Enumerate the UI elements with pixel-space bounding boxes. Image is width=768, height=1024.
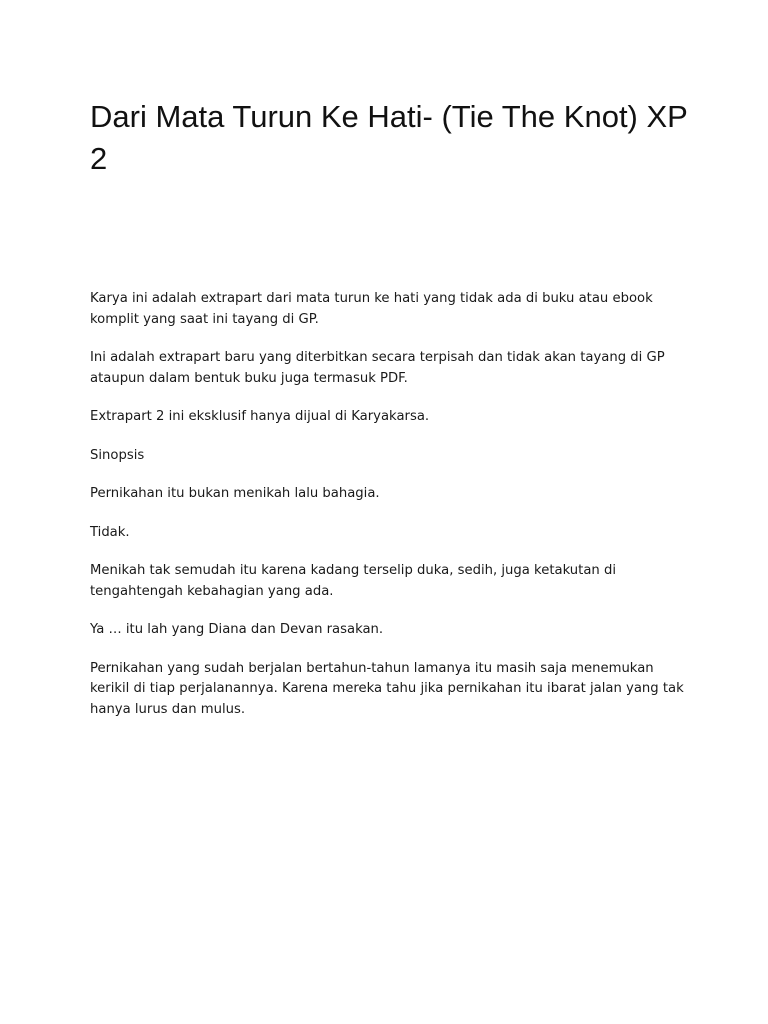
paragraph-intro: Karya ini adalah extrapart dari mata turun ke hati yang tidak ada di buku atau ebook komplit yang saat ini tayang di GP.: [90, 291, 653, 327]
paragraph-exclusive: Extrapart 2 ini eksklusif hanya dijual di Karyakarsa.: [90, 409, 430, 424]
paragraph-synopsis-heading: Sinopsis: [90, 447, 145, 463]
paragraph-synopsis-5: Pernikahan yang sudah berjalan bertahun-tahun lamanya itu masih saja menemukan kerikil di tiap perjalanannya. Karena mereka tahu jika pernikahan itu ibarat jalan yang tak hanya lurus dan mulus.: [90, 660, 684, 717]
document-title: Dari Mata Turun Ke Hati- (Tie The Knot) XP 2: [90, 99, 688, 176]
paragraph-synopsis-4: Ya … itu lah yang Diana dan Devan rasakan.: [90, 622, 384, 637]
paragraph-synopsis-2: Tidak.: [90, 524, 130, 540]
paragraph-extrapart-info: Ini adalah extrapart baru yang diterbitkan secara terpisah dan tidak akan tayang di GP ataupun dalam bentuk buku juga termasuk PDF.: [90, 350, 665, 386]
paragraph-synopsis-3: Menikah tak semudah itu karena kadang terselip duka, sedih, juga ketakutan di tengahtengah kebahagian yang ada.: [90, 563, 616, 599]
document-body: [90, 289, 690, 738]
paragraph-synopsis-1: Pernikahan itu bukan menikah lalu bahagia.: [90, 486, 380, 501]
